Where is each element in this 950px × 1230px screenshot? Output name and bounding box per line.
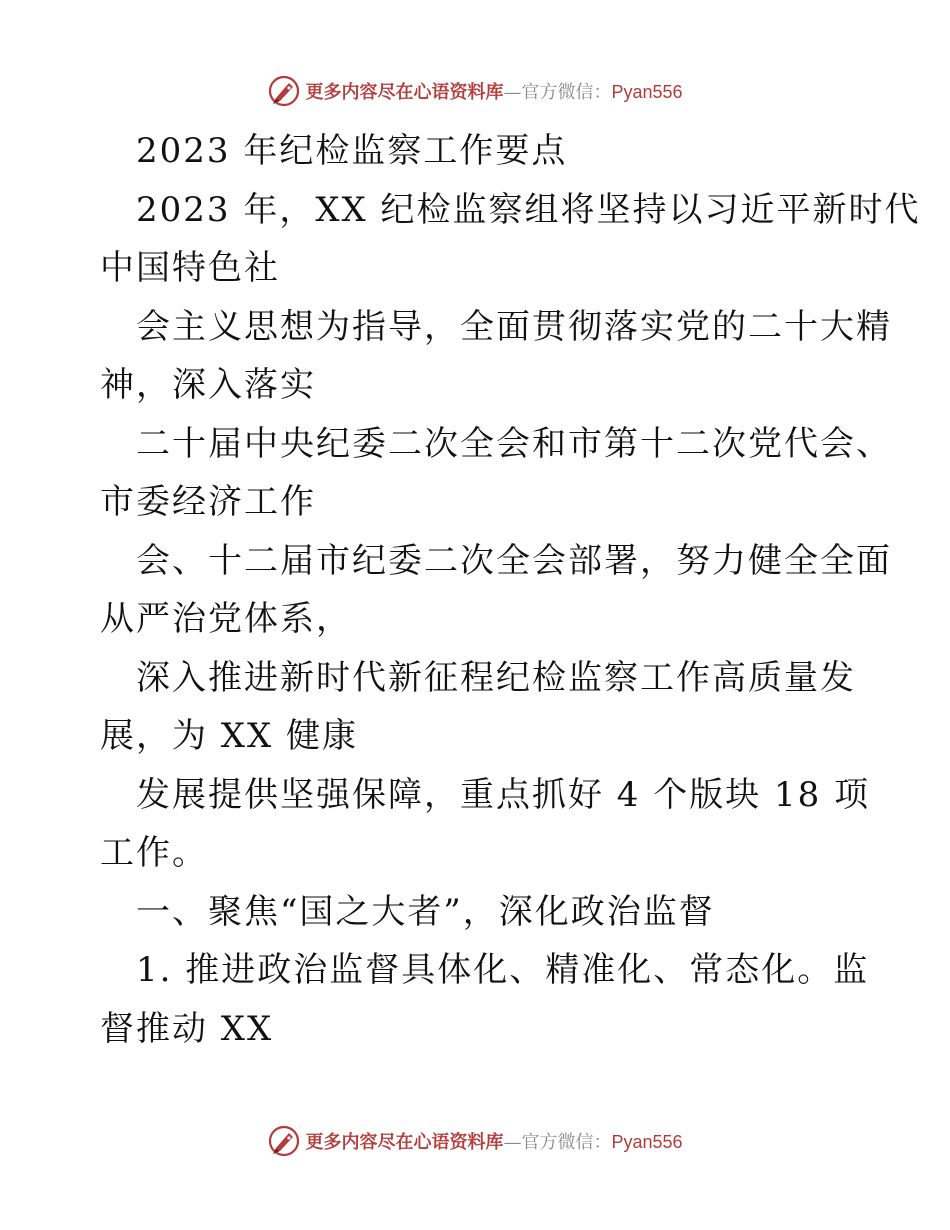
- watermark-main-text: 更多内容尽在心语资料库: [305, 1132, 504, 1153]
- watermark-label: 官方微信：: [521, 1132, 612, 1153]
- watermark-footer: [0, 1124, 950, 1158]
- document-line: 发展提供坚强保障，重点抓好 4 个版块 18 项: [136, 774, 871, 815]
- document-line: 神，深入落实: [100, 365, 316, 405]
- watermark-main-text: 更多内容尽在心语资料库: [305, 82, 504, 103]
- watermark-wechat-id: Pyan556: [611, 82, 683, 102]
- document-title: 2023 年纪检监察工作要点: [136, 131, 568, 171]
- document-line: 1. 推进政治监督具体化、精准化、常态化。监: [136, 950, 870, 990]
- watermark-header: [0, 74, 950, 108]
- document-line: 展，为 XX 健康: [100, 716, 359, 756]
- watermark-label: 官方微信：: [521, 82, 612, 103]
- document-line: 市委经济工作: [100, 482, 316, 522]
- section-heading: 一、聚焦“国之大者”，深化政治监督: [136, 891, 715, 932]
- document-line: 工作。: [100, 833, 208, 873]
- document-line: 中国特色社: [100, 248, 280, 288]
- watermark-wechat-id: Pyan556: [611, 1132, 683, 1152]
- document-line: 从严治党体系，: [100, 599, 352, 639]
- document-line: 会、十二届市纪委二次全会部署，努力健全全面: [136, 540, 892, 581]
- watermark-text: [305, 1128, 682, 1154]
- watermark-dash: —: [503, 82, 522, 103]
- document-line: 2023 年，XX 纪检监察组将坚持以习近平新时代: [136, 189, 921, 230]
- watermark-text: [305, 78, 682, 104]
- pen-nib-logo-icon: [267, 74, 301, 108]
- document-line: 督推动 XX: [100, 1008, 274, 1049]
- document-line: 二十届中央纪委二次全会和市第十二次党代会、: [136, 423, 892, 464]
- watermark-dash: —: [503, 1132, 522, 1153]
- pen-nib-logo-icon: [267, 1124, 301, 1158]
- document-body: [100, 122, 921, 1058]
- document-line: 深入推进新时代新征程纪检监察工作高质量发: [136, 657, 856, 698]
- document-line: 会主义思想为指导，全面贯彻落实党的二十大精: [136, 306, 892, 347]
